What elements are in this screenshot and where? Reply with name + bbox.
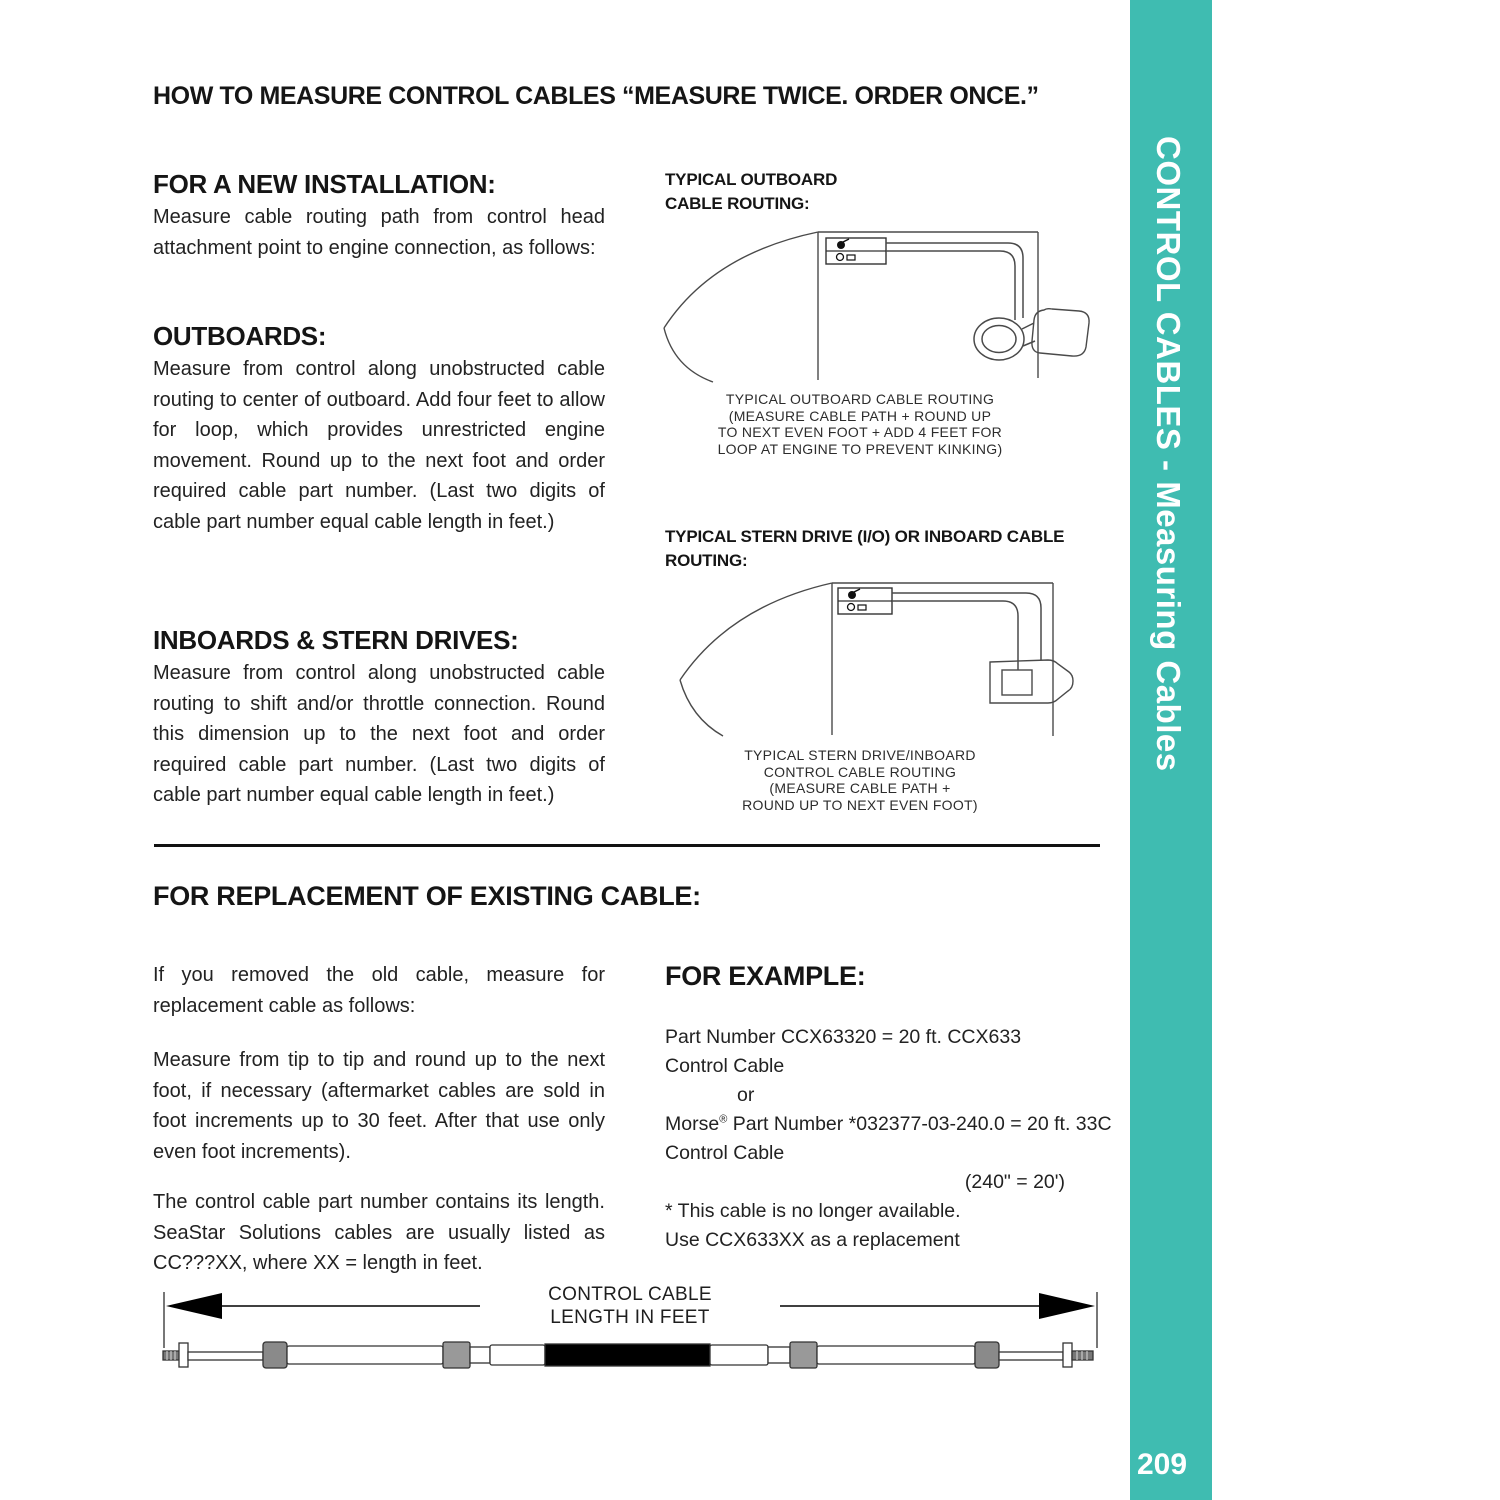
dimension-label-line1: CONTROL CABLE	[548, 1284, 712, 1305]
right-step-connector	[768, 1347, 790, 1363]
inboard-engine-shape	[990, 660, 1073, 703]
control-head-icon	[826, 238, 886, 264]
heading-inboards-stern-drives: INBOARDS & STERN DRIVES:	[153, 625, 519, 655]
morse-part-number: Part Number *032377-03-240.0 = 20 ft. 33C	[727, 1113, 1112, 1135]
dimension-label-line2: LENGTH IN FEET	[550, 1307, 710, 1328]
caption-line: ROUND UP TO NEXT EVEN FOOT)	[742, 796, 978, 813]
caption-line: LOOP AT ENGINE TO PREVENT KINKING)	[717, 440, 1003, 457]
heading-new-installation: FOR A NEW INSTALLATION:	[153, 169, 496, 199]
right-flange	[1063, 1343, 1072, 1367]
example-or: or	[737, 1084, 755, 1106]
right-gray-fitting	[790, 1342, 817, 1368]
cable-path	[892, 593, 1041, 670]
left-tube	[287, 1346, 443, 1364]
paragraph-part-number: The control cable part number contains its length. SeaStar Solutions cables are usually listed as CC???XX, where XX = length in feet.	[153, 1191, 605, 1274]
black-cable-midsection	[545, 1344, 710, 1366]
caption-stern-drive-routing	[650, 747, 1070, 813]
left-ferrule	[263, 1342, 287, 1368]
heading-replacement: FOR REPLACEMENT OF EXISTING CABLE:	[153, 881, 701, 911]
control-head-icon	[838, 588, 892, 614]
outboard-engine-shape	[1032, 309, 1089, 356]
example-conversion: (240" = 20')	[964, 1171, 1065, 1193]
registered-mark: ®	[719, 1113, 728, 1126]
morse-brand: Morse	[665, 1113, 720, 1135]
example-line-5: Control Cable	[665, 1142, 785, 1164]
left-white-block	[490, 1345, 545, 1365]
paragraph-outboards: Measure from control along unobstructed cable routing to center of outboard. Add four feet to allow for loop, which provides unrestricted engine movement. Round up to the next foot and order required cable part number. (Last two digits of cable part number equal cable length in feet.)	[153, 358, 605, 533]
page-number: 209	[1136, 1448, 1188, 1481]
paragraph-new-installation: Measure cable routing path from control head attachment point to engine connection, as follows:	[153, 206, 605, 259]
caption-outboard-routing	[650, 391, 1070, 457]
outboard-routing-diagram	[650, 222, 1100, 390]
heading-stern-drive-routing: TYPICAL STERN DRIVE (I/O) OR INBOARD CABLE ROUTING:	[665, 527, 1065, 570]
heading-outboards: OUTBOARDS:	[153, 321, 327, 351]
boat-bow-bottom-curve	[680, 680, 723, 736]
paragraph-inboards-stern-drives: Measure from control along unobstructed cable routing to shift and/or throttle connection. Round this dimension up to the next foot and order required cable part number. (Last two digits of cable part number equal cable length in feet.)	[153, 662, 605, 806]
caption-line: CONTROL CABLE ROUTING	[763, 763, 957, 780]
left-flange	[179, 1343, 188, 1367]
boat-bow-bottom-curve	[664, 328, 713, 382]
heading-outboard-routing: TYPICAL OUTBOARD CABLE ROUTING:	[665, 170, 838, 213]
example-line-1: Part Number CCX63320 = 20 ft. CCX633	[665, 1026, 1022, 1048]
left-arrowhead	[166, 1293, 222, 1319]
left-step-connector	[470, 1347, 490, 1363]
caption-line: TYPICAL STERN DRIVE/INBOARD	[744, 747, 976, 763]
control-cable-drawing	[163, 1342, 1093, 1368]
example-note-2: Use CCX633XX as a replacement	[665, 1229, 960, 1251]
example-block	[665, 1026, 1125, 1258]
boat-bow-top-curve	[680, 583, 832, 680]
sidebar-section-label: CONTROL CABLES - Measuring Cables	[1150, 136, 1187, 772]
section-divider	[154, 844, 1100, 847]
right-rod	[999, 1352, 1063, 1360]
heading-example: FOR EXAMPLE:	[665, 961, 866, 991]
right-ferrule	[975, 1342, 999, 1368]
right-white-block	[710, 1345, 768, 1365]
caption-line: TYPICAL OUTBOARD CABLE ROUTING	[725, 391, 995, 407]
stern-drive-routing-diagram	[650, 578, 1100, 743]
dimension-label	[480, 1283, 780, 1329]
cable-path	[886, 243, 1035, 360]
paragraph-tip-to-tip: Measure from tip to tip and round up to the next foot, if necessary (aftermarket cables are sold in foot increments up to 30 feet. After that use only even foot increments).	[153, 1049, 605, 1163]
caption-line: (MEASURE CABLE PATH +	[769, 780, 951, 796]
example-line-2: Control Cable	[665, 1055, 785, 1077]
left-rod	[188, 1352, 263, 1360]
paragraph-replacement-intro: If you removed the old cable, measure for replacement cable as follows:	[153, 964, 605, 1017]
example-morse-line	[665, 1113, 1125, 1142]
boat-bow-top-curve	[664, 232, 818, 328]
caption-line: (MEASURE CABLE PATH + ROUND UP	[728, 407, 992, 424]
right-arrowhead	[1039, 1293, 1095, 1319]
example-note-1: * This cable is no longer available.	[665, 1200, 961, 1222]
page-title: HOW TO MEASURE CONTROL CABLES “MEASURE TWICE. ORDER ONCE.”	[153, 82, 1039, 110]
sidebar-tab	[1130, 0, 1212, 1500]
right-tube	[817, 1346, 975, 1364]
left-gray-fitting	[443, 1342, 470, 1368]
caption-line: TO NEXT EVEN FOOT + ADD 4 FEET FOR	[717, 424, 1003, 440]
